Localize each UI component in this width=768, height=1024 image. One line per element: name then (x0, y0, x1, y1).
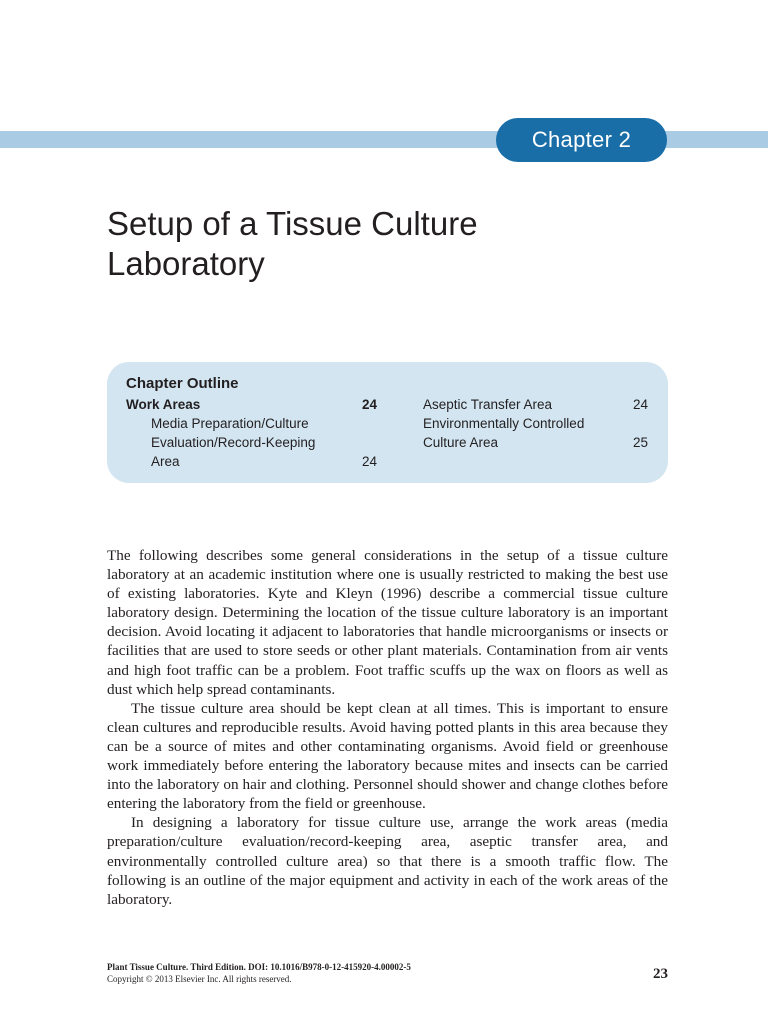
footer-copyright: Copyright © 2013 Elsevier Inc. All rights reserved. (107, 974, 292, 984)
outline-item-media-prep-area: Area (151, 454, 180, 469)
outline-item-media-prep: Media Preparation/Culture (151, 416, 309, 431)
footer-citation-block (107, 961, 587, 985)
outline-item-culture-area: Culture Area (423, 435, 499, 450)
chapter-title-line-1: Setup of a Tissue Culture (107, 205, 478, 242)
page-number: 23 (653, 966, 668, 982)
chapter-title-line-2: Laboratory (107, 245, 265, 282)
outline-page-media-prep: 24 (361, 454, 377, 469)
outline-heading: Chapter Outline (126, 375, 239, 392)
outline-item-media-prep-cont: Evaluation/Record-Keeping (151, 435, 316, 450)
paragraph-3: In designing a laboratory for tissue culture use, arrange the work areas (media preparation/culture evaluation/record-keeping area, aseptic transfer area, and environmentally controlled culture area) so that there is a smooth traffic flow. The following is an outline of the major equipment and activity in each of the work areas of the laboratory. (107, 814, 668, 908)
chapter-outline-box (107, 362, 668, 483)
outline-page-work-areas: 24 (361, 397, 377, 412)
chapter-label: Chapter 2 (496, 118, 667, 162)
outline-item-work-areas: Work Areas (126, 397, 201, 412)
paragraph-1: The following describes some general considerations in the setup of a tissue culture laboratory at an academic institution where one is usually restricted to making the best use of existing laboratories. Kyte and Kleyn (1996) describe a commercial tissue culture laboratory design. Determining the location of the tissue culture laboratory is an important decision. Avoid locating it adjacent to laboratories that handle microorganisms or insects or facilities that are used to store seeds or other plant materials. Contamination from air vents and high foot traffic can be a problem. Foot traffic scuffs up the wax on floors as well as dust which help spread contaminants. (107, 547, 668, 698)
paragraph-2: The tissue culture area should be kept clean at all times. This is important to ensure clean cultures and reproducible results. Avoid having potted plants in this area because they can be a source of mites and other contaminating organisms. Avoid field or greenhouse work immediately before entering the laboratory because mites and insects can be carried into the laboratory on hair and clothing. Personnel should shower and change clothes before entering the laboratory from the field or greenhouse. (107, 699, 668, 813)
outline-page-aseptic-transfer: 24 (632, 397, 648, 412)
outline-page-culture-area: 25 (632, 435, 648, 450)
outline-item-aseptic-transfer: Aseptic Transfer Area (423, 397, 553, 412)
chapter-title (107, 204, 627, 284)
body-text (107, 546, 668, 909)
outline-item-env-controlled: Environmentally Controlled (423, 416, 585, 431)
footer-citation: Plant Tissue Culture. Third Edition. DOI: 10.1016/B978-0-12-415920-4.00002-5 (107, 962, 411, 972)
